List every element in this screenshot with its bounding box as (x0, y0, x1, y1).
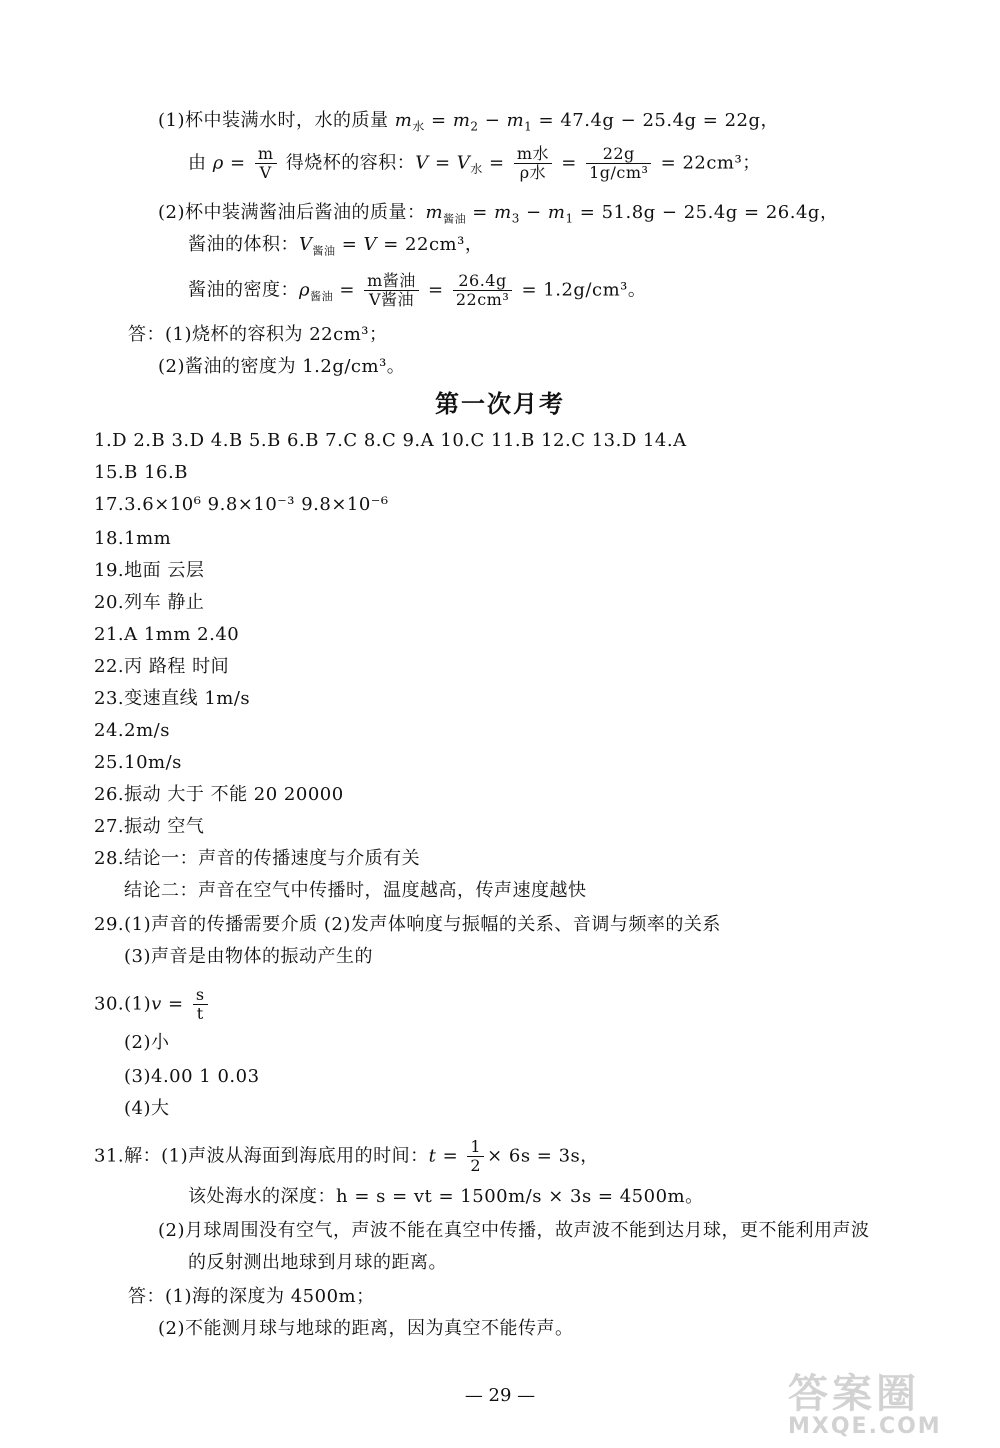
answers-15-16: 15.B 16.B (94, 462, 188, 483)
answer-23: 23.变速直线 1m/s (94, 688, 251, 709)
answer-31-part5: 答：(1)海的深度为 4500m； (128, 1286, 375, 1307)
answer-31-part1: 31.解：(1)声波从海面到海底用的时间：t = $\frac{1}{2}$ × 6s = 3s， (94, 1137, 599, 1175)
watermark-url: MXQE.COM (788, 1414, 942, 1439)
answer-31-part6: (2)不能测月球与地球的距离，因为真空不能传声。 (158, 1318, 574, 1339)
fraction-264g-over-22cm3: $\frac{26.4g}{\text{22cm³}}$ (453, 272, 512, 309)
answer-29-part1: 29.(1)声音的传播需要介质 (2)发声体响度与振幅的关系、音调与频率的关系 (94, 914, 721, 935)
answer-18: 18.1mm (94, 528, 172, 549)
answer-28-part1: 28.结论一：声音的传播速度与介质有关 (94, 848, 421, 869)
watermark-logo (788, 1372, 978, 1440)
fraction-one-half: $\frac{1}{2}$ (467, 1138, 484, 1175)
watermark-text: 答案圈 (788, 1371, 920, 1417)
fraction-m-over-v: $\frac{m}{V}$ (255, 145, 277, 182)
answer-21: 21.A 1mm 2.40 (94, 624, 240, 645)
fraction-mwater-over-rhowater: $\frac{\text{m水}}{\text{ρ水}}$ (514, 145, 552, 182)
answer-30-part1: 30.(1)v = $\frac{s}{t}$ (94, 986, 211, 1023)
answer-30-part3: (3)4.00 1 0.03 (124, 1066, 260, 1087)
answer-17: 17.3.6×10⁶ 9.8×10⁻³ 9.8×10⁻⁶ (94, 494, 389, 515)
answer-31-part4: 的反射测出地球到月球的距离。 (188, 1252, 447, 1273)
line-soy-mass: (2)杯中装满酱油后酱油的质量：$m_{酱油} = m_3 - m_1 = 51.8g - 25.4g = 26.4g$， (158, 202, 839, 226)
line-soy-volume: 酱油的体积：$V_{酱油} = V = 22cm^3$， (188, 234, 484, 258)
line-water-mass: (1)杯中装满水时，水的质量 $m_水 = m_2 - m_1 = 47.4g - 25.4g = 22g$， (158, 110, 780, 134)
answers-1-14: 1.D 2.B 3.D 4.B 5.B 6.B 7.C 8.C 9.A 10.C 11.B 12.C 13.D 14.A (94, 430, 687, 451)
line-soy-density: 酱油的密度：$\rho_{酱油}$ = $\frac{\text{m酱油}}{\text{V酱油}}$ = $\frac{26.4g}{\text{22cm³}}$ = 1.2g/cm³。 (188, 271, 647, 309)
answer-30-part2: (2)小 (124, 1032, 170, 1053)
answer-19: 19.地面 云层 (94, 560, 205, 581)
answer-31-part3: (2)月球周围没有空气，声波不能在真空中传播，故声波不能到达月球，更不能利用声波 (158, 1220, 870, 1241)
fraction-s-over-t: $\frac{s}{t}$ (193, 986, 208, 1023)
answer-22: 22.丙 路程 时间 (94, 656, 230, 677)
fraction-22g-over-1gcm3: $\frac{22g}{\text{1g/cm³}}$ (586, 145, 651, 182)
answer-29-part2: (3)声音是由物体的振动产生的 (124, 946, 373, 967)
answer-30-part4: (4)大 (124, 1098, 170, 1119)
answer-27: 27.振动 空气 (94, 816, 205, 837)
answer-26: 26.振动 大于 不能 20 20000 (94, 784, 344, 805)
section-title: 第一次月考 (435, 390, 565, 418)
answer-line-1: 答：(1)烧杯的容积为 22cm³； (128, 324, 388, 345)
answer-24: 24.2m/s (94, 720, 170, 741)
page-number: — 29 — (464, 1385, 536, 1406)
answer-25: 25.10m/s (94, 752, 182, 773)
answer-28-part2: 结论二：声音在空气中传播时，温度越高，传声速度越快 (124, 880, 587, 901)
answer-20: 20.列车 静止 (94, 592, 205, 613)
line-beaker-volume: 由 ρ = $\frac{m}{V}$ 得烧杯的容积：$V = V_水$ = $\frac{\text{m水}}{\text{ρ水}}$ = $\frac{22g}{\text{1g/cm³}}$ = 22cm³； (188, 144, 761, 182)
fraction-msoy-over-vsoy: $\frac{\text{m酱油}}{\text{V酱油}}$ (364, 272, 419, 309)
answer-line-2: (2)酱油的密度为 1.2g/cm³。 (158, 356, 406, 377)
answer-31-part2: 该处海水的深度：h = s = vt = 1500m/s × 3s = 4500m。 (188, 1186, 704, 1207)
